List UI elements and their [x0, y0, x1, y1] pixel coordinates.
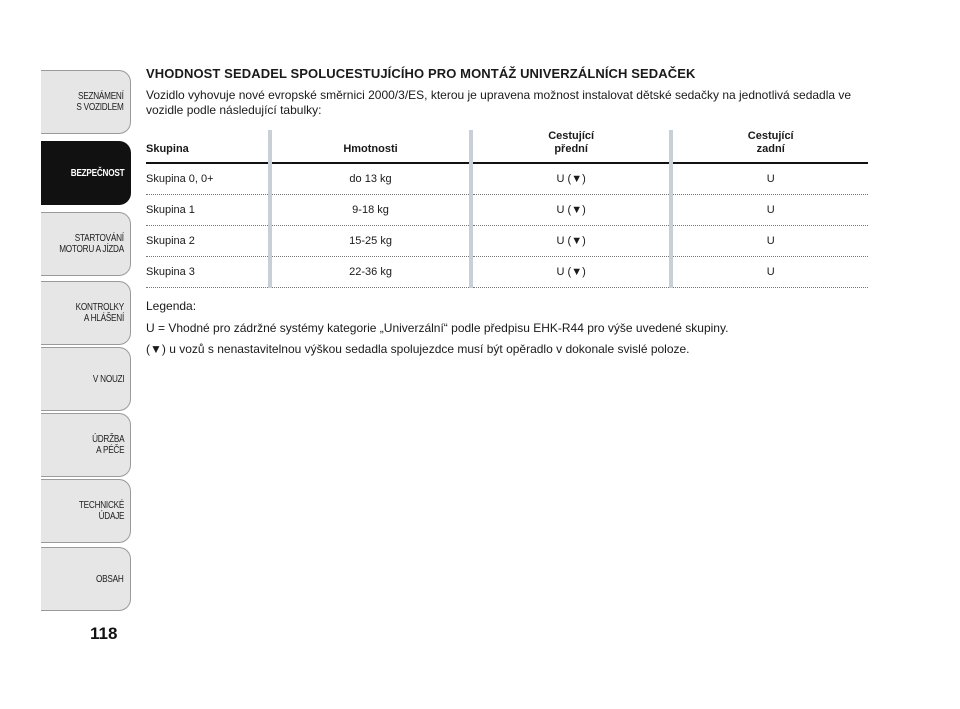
- cell-weight: 9-18 kg: [270, 195, 471, 226]
- cell-group: Skupina 0, 0+: [146, 173, 214, 185]
- tab-label-line1: ÚDRŽBA: [91, 434, 124, 445]
- table-row: [146, 195, 868, 226]
- tab-label-line2: A HLÁŠENÍ: [83, 313, 124, 324]
- tab-technicke-udaje[interactable]: [41, 479, 131, 543]
- tab-kontrolky-a-hlaseni[interactable]: [41, 281, 131, 345]
- cell-rear: U: [671, 226, 868, 257]
- cell-front: U (▼): [471, 195, 672, 226]
- cell-weight: 15-25 kg: [270, 226, 471, 257]
- tab-label-line1: OBSAH: [96, 573, 124, 585]
- table-header-row: [146, 130, 868, 163]
- tab-seznameni-s-vozidlem[interactable]: [41, 70, 131, 134]
- legend-arrow-note: (▼) u vozů s nenastavitelnou výškou sedadla spolujezdce musí být opěradlo v dokonale svislé poloze.: [146, 342, 690, 356]
- table-row: [146, 257, 868, 288]
- tab-label-line1: KONTROLKY: [75, 302, 124, 313]
- tab-label-line1: TECHNICKÉ: [78, 500, 124, 511]
- header-weight: Hmotnosti: [270, 130, 471, 163]
- cell-front: U (▼): [471, 163, 672, 195]
- tab-startovani-motoru-a-jizda[interactable]: [41, 212, 131, 276]
- tab-label-line2: MOTORU A JÍZDA: [59, 244, 124, 255]
- section-title: VHODNOST SEDADEL SPOLUCESTUJÍCÍHO PRO MONTÁŽ UNIVERZÁLNÍCH SEDAČEK: [146, 66, 696, 81]
- legend: [146, 299, 868, 357]
- header-front-line1: Cestující: [548, 130, 595, 142]
- cell-weight: do 13 kg: [270, 163, 471, 195]
- tab-label-line2: S VOZIDLEM: [76, 102, 124, 113]
- main-content: [146, 66, 868, 363]
- legend-title: Legenda:: [146, 299, 197, 313]
- page-number: 118: [90, 624, 118, 643]
- cell-group: Skupina 2: [146, 235, 195, 247]
- tab-label-line1: V NOUZI: [92, 373, 124, 385]
- tab-v-nouzi[interactable]: [41, 347, 131, 411]
- tab-label-line2: ÚDAJE: [98, 511, 124, 522]
- cell-weight: 22-36 kg: [270, 257, 471, 288]
- legend-u-definition: U = Vhodné pro zádržné systémy kategorie „Univerzální“ podle předpisu EHK-R44 pro výše uvedené skupiny.: [146, 321, 729, 335]
- cell-front: U (▼): [471, 257, 672, 288]
- header-group: Skupina: [146, 143, 189, 155]
- tab-label-line1: SEZNÁMENÍ: [78, 91, 124, 102]
- seat-suitability-table: [146, 130, 868, 288]
- tab-label-line1: STARTOVÁNÍ: [74, 233, 124, 244]
- header-rear-line1: Cestující: [747, 130, 794, 142]
- cell-rear: U: [671, 163, 868, 195]
- header-front-passenger: [471, 130, 672, 163]
- header-front-line2: přední: [554, 143, 588, 155]
- cell-rear: U: [671, 195, 868, 226]
- tab-udrzba-a-pece[interactable]: [41, 413, 131, 477]
- tab-obsah[interactable]: [41, 547, 131, 611]
- cell-group: Skupina 1: [146, 204, 195, 216]
- table-row: [146, 226, 868, 257]
- cell-rear: U: [671, 257, 868, 288]
- cell-front: U (▼): [471, 226, 672, 257]
- table-row: [146, 163, 868, 195]
- cell-group: Skupina 3: [146, 266, 195, 278]
- tab-bezpecnost[interactable]: [41, 141, 131, 205]
- tab-label-line2: A PÉČE: [95, 445, 124, 456]
- tab-label-line1: BEZPEČNOST: [70, 167, 124, 179]
- intro-paragraph: Vozidlo vyhovuje nové evropské směrnici 2000/3/ES, kterou je upravena možnost instalovat dětské sedačky na jednotlivá sedadla ve vozidle podle následující tabulky:: [146, 88, 852, 117]
- header-rear-line2: zadní: [756, 143, 785, 155]
- header-rear-passenger: [671, 130, 868, 163]
